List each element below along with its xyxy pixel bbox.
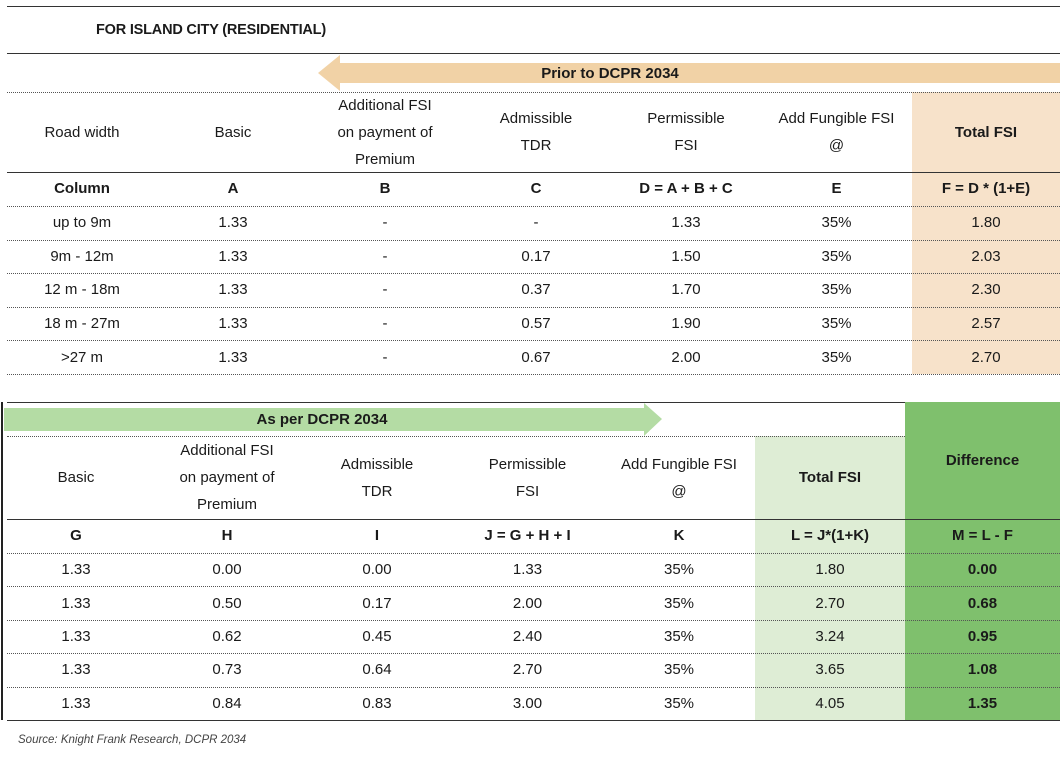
asper-header-fungible: Add Fungible FSI @ — [621, 455, 737, 500]
table-cell: 0.57 — [521, 315, 551, 333]
asper-header-tdr: Admissible TDR — [340, 455, 414, 500]
difference-cell: 1.35 — [967, 694, 998, 712]
table-cell: 2.70 — [512, 661, 543, 679]
table-cell: 0.67 — [521, 348, 551, 366]
table-cell: 35% — [663, 594, 695, 612]
table-cell: 2.70 — [971, 348, 1001, 366]
prior-col-label: A — [227, 180, 239, 197]
table-cell: 1.90 — [671, 315, 701, 333]
top-rule — [7, 6, 1060, 7]
table-cell: - — [382, 281, 388, 299]
table-cell: 0.17 — [521, 247, 551, 265]
table-cell: 1.33 — [218, 348, 248, 366]
table-cell: 1.70 — [671, 281, 701, 299]
table-cell: 2.57 — [971, 315, 1001, 333]
table-cell: - — [382, 315, 388, 333]
table-cell: 1.33 — [61, 694, 91, 712]
table-cell: 4.05 — [815, 694, 845, 712]
row-rule — [7, 720, 1060, 721]
prior-header-tdr: Admissible TDR — [499, 110, 573, 154]
table-cell: 2.00 — [671, 348, 701, 366]
prior-header-permissible: Permissible FSI — [647, 110, 725, 154]
prior-col-label: Column — [54, 180, 110, 197]
table-cell: 3.00 — [512, 694, 543, 712]
table-cell: 0.84 — [212, 694, 242, 712]
table-cell: 3.24 — [815, 627, 845, 645]
table-cell: 0.45 — [362, 627, 392, 645]
table-cell: 0.83 — [362, 694, 392, 712]
table-cell: 1.33 — [218, 315, 248, 333]
table-cell: 2.70 — [815, 594, 845, 612]
prior-col-label: F = D * (1+E) — [941, 180, 1031, 197]
prior-col-label: B — [379, 180, 391, 197]
asper-header-total: Total FSI — [798, 469, 862, 486]
page-title: FOR ISLAND CITY (RESIDENTIAL) — [96, 22, 326, 38]
table-cell: 35% — [663, 561, 695, 579]
prior-header-premium: Additional FSI on payment of Premium — [337, 96, 433, 168]
table-cell: 2.30 — [971, 281, 1001, 299]
table-cell: 1.33 — [218, 214, 248, 232]
prior-header-fungible: Add Fungible FSI @ — [778, 110, 895, 154]
asper-col-label: J = G + H + I — [484, 527, 571, 544]
difference-cell: 0.95 — [967, 627, 998, 645]
table-cell: >27 m — [60, 348, 104, 366]
table-cell: 9m - 12m — [50, 247, 114, 265]
table-cell: up to 9m — [52, 214, 112, 232]
table-cell: - — [382, 348, 388, 366]
table-cell: 0.64 — [362, 661, 392, 679]
difference-cell: 0.00 — [967, 561, 998, 579]
table-cell: 1.33 — [512, 561, 543, 579]
difference-cell: 1.08 — [967, 661, 998, 679]
prior-header-total: Total FSI — [954, 123, 1018, 141]
table-cell: 1.33 — [61, 561, 91, 579]
table-cell: 0.62 — [212, 627, 242, 645]
table-cell: 1.80 — [971, 214, 1001, 232]
table-cell: - — [382, 214, 388, 232]
table-cell: 0.00 — [212, 561, 242, 579]
asper-header-permissible: Permissible FSI — [488, 455, 567, 500]
prior-col-label: C — [530, 180, 542, 197]
asper-col-label: I — [374, 527, 380, 544]
prior-col-label: D = A + B + C — [639, 180, 733, 197]
table-cell: 1.33 — [218, 281, 248, 299]
table-cell: 2.03 — [971, 247, 1001, 265]
table-cell: 18 m - 27m — [44, 315, 120, 333]
source-note: Source: Knight Frank Research, DCPR 2034 — [18, 734, 247, 746]
asper-col-label: H — [221, 527, 233, 544]
prior-col-label: E — [831, 180, 842, 197]
row-rule — [7, 374, 1060, 375]
difference-cell: 0.68 — [967, 594, 998, 612]
table-cell: 3.65 — [815, 661, 845, 679]
table-cell: 1.33 — [61, 627, 91, 645]
title-rule — [7, 53, 1060, 54]
table-cell: 1.33 — [61, 661, 91, 679]
asper-col-label: L = J*(1+K) — [790, 527, 870, 544]
table-cell: 0.73 — [212, 661, 242, 679]
table-cell: 0.17 — [362, 594, 392, 612]
table-cell: 35% — [821, 315, 852, 333]
table-cell: 35% — [821, 247, 852, 265]
table-cell: 35% — [821, 214, 852, 232]
table-cell: 0.37 — [521, 281, 551, 299]
asper-banner-label: As per DCPR 2034 — [256, 410, 388, 428]
table-cell: 1.33 — [671, 214, 701, 232]
table-cell: 12 m - 18m — [44, 281, 120, 299]
table-cell: 1.50 — [671, 247, 701, 265]
table-cell: 2.00 — [512, 594, 543, 612]
table-cell: 35% — [663, 661, 695, 679]
asper-header-premium: Additional FSI on payment of Premium — [179, 442, 275, 513]
table-cell: 35% — [663, 694, 695, 712]
table-cell: 35% — [663, 627, 695, 645]
prior-header-basic: Basic — [214, 123, 252, 141]
table-cell: 1.33 — [218, 247, 248, 265]
table-cell: 2.40 — [512, 627, 543, 645]
asper-col-label: M = L - F — [952, 527, 1013, 544]
table-cell: 35% — [821, 281, 852, 299]
asper-col-label: K — [673, 527, 685, 544]
table-cell: - — [382, 247, 388, 265]
prior-header-road: Road width — [44, 123, 120, 141]
table-cell: 0.50 — [212, 594, 242, 612]
table-cell: 1.80 — [815, 561, 845, 579]
asper-col-label: G — [70, 527, 82, 544]
asper-header-difference: Difference — [945, 451, 1020, 469]
asper-left-border — [1, 402, 3, 720]
table-cell: 1.33 — [61, 594, 91, 612]
prior-banner-label: Prior to DCPR 2034 — [541, 64, 679, 82]
table-cell: - — [533, 214, 539, 232]
table-cell: 35% — [821, 348, 852, 366]
asper-header-basic: Basic — [57, 469, 95, 486]
table-cell: 0.00 — [362, 561, 392, 579]
